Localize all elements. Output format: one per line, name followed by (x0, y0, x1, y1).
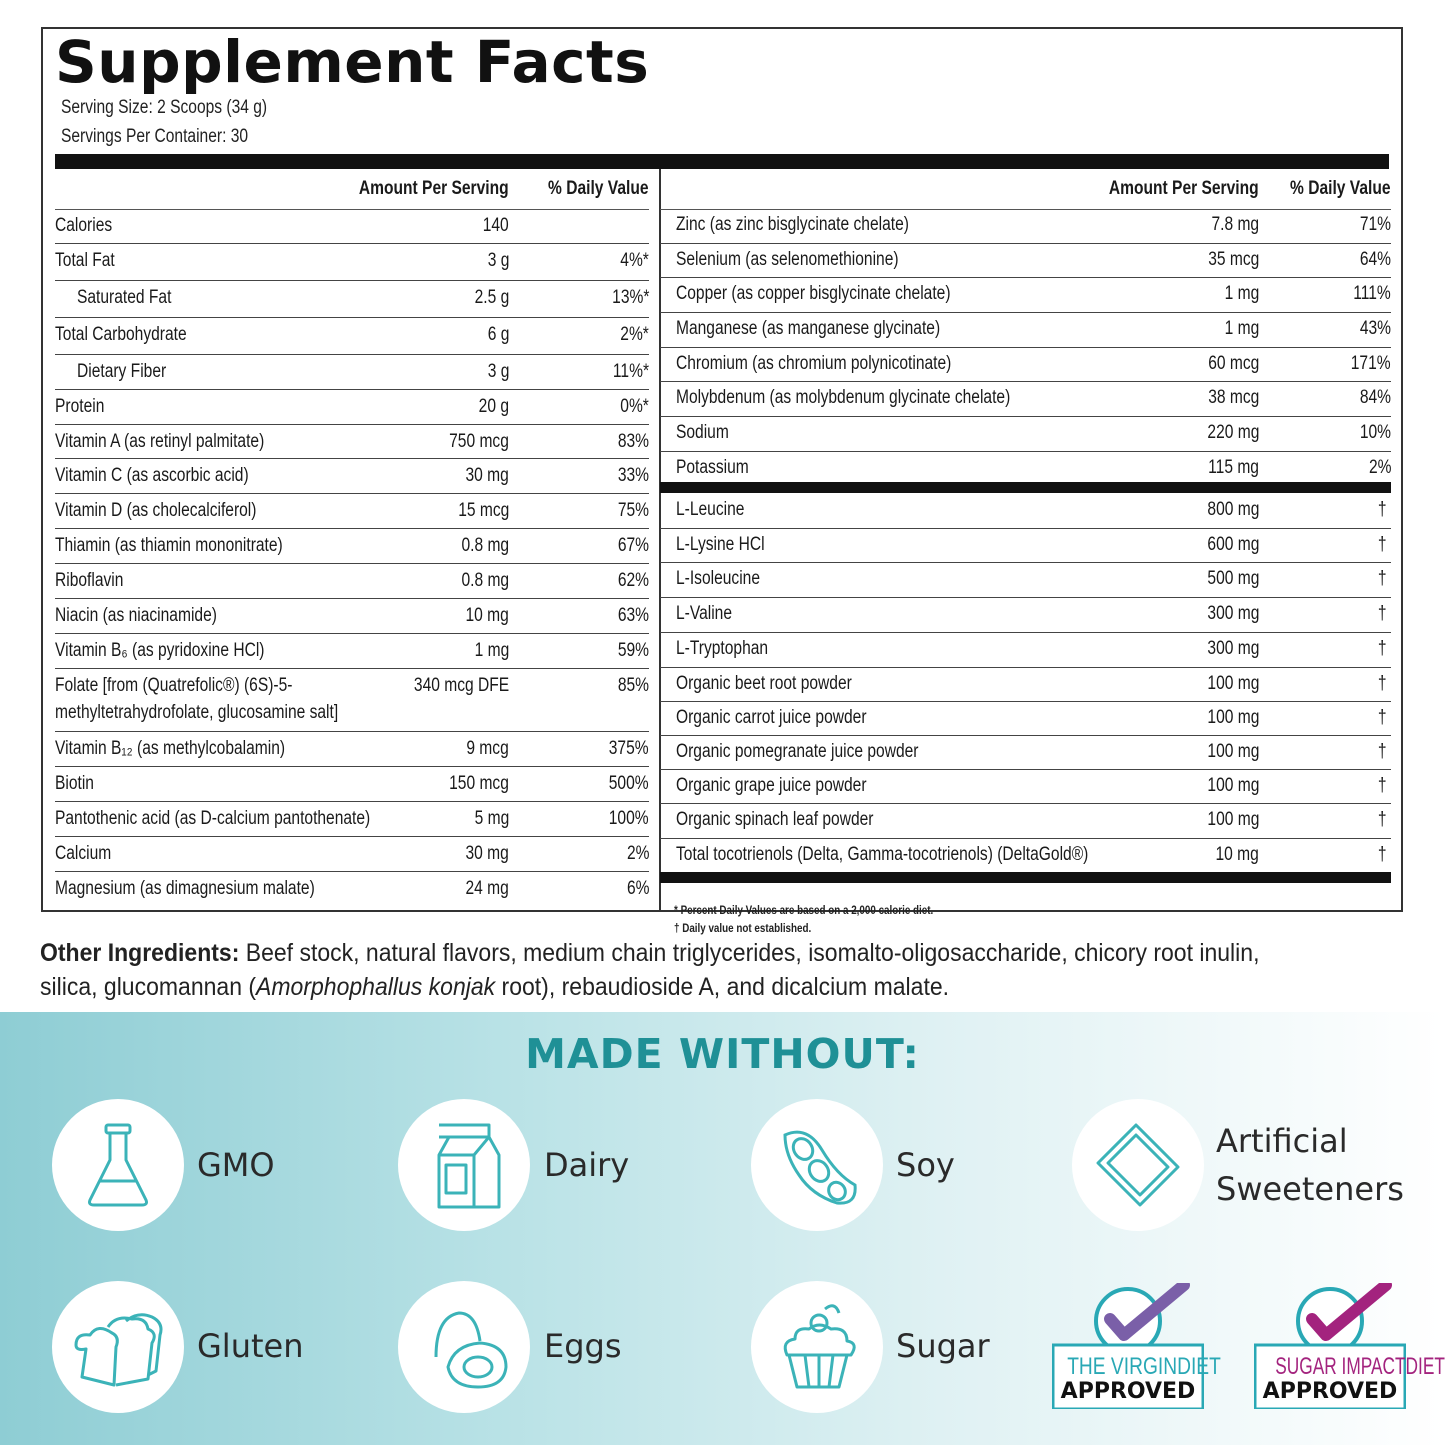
other-ingredients-label: Other Ingredients: (40, 939, 240, 967)
row-amount: 30 mg (465, 465, 509, 486)
left-header (55, 169, 649, 210)
right-row (660, 598, 1391, 633)
row-name: Organic beet root powder (676, 673, 852, 694)
row-daily-value: 11%* (612, 361, 649, 382)
row-amount: 38 mcg (1207, 387, 1259, 408)
row-daily-value: 83% (617, 431, 649, 452)
row-daily-value: 62% (617, 570, 649, 591)
row-name: Vitamin B₁₂ (as methylcobalamin) (55, 738, 286, 759)
gmo-circle (52, 1099, 184, 1231)
row-name: Niacin (as niacinamide) (55, 605, 217, 626)
row-amount: 600 mg (1207, 534, 1259, 555)
row-amount: 5 mg (474, 808, 509, 829)
facts-title: Supplement Facts (55, 28, 650, 96)
row-name: Magnesium (as dimagnesium malate) (55, 878, 315, 899)
row-name: Total tocotrienols (Delta, Gamma-tocotrienols) (DeltaGold®) (676, 844, 1089, 865)
row-amount: 140 (483, 215, 509, 236)
row-name: Calcium (55, 843, 112, 864)
virgin-diet-line1a: THE VIRGIN (1067, 1353, 1178, 1380)
sugar-impact-diet-approved-badge (1254, 1283, 1445, 1409)
row-daily-value: 100% (609, 808, 649, 829)
row-amount: 1 mg (1224, 283, 1259, 304)
row-daily-value: † (1378, 568, 1387, 589)
left-row (55, 599, 649, 634)
row-daily-value: † (1378, 775, 1387, 796)
row-daily-value: 43% (1359, 318, 1391, 339)
virgin-diet-approved-badge (1052, 1283, 1221, 1409)
thick-separator (660, 482, 1391, 493)
row-amount: 20 g (478, 396, 509, 417)
sugar-impact-approved: APPROVED (1262, 1379, 1398, 1404)
right-row (660, 494, 1391, 529)
facts-right-column (660, 169, 1391, 935)
row-name-line2: methyltetrahydrofolate, glucosamine salt] (55, 702, 339, 723)
left-row (55, 837, 649, 872)
left-row (55, 244, 649, 281)
right-header-amount: Amount Per Serving (1109, 178, 1259, 199)
dairy-label: Dairy (544, 1146, 630, 1184)
row-daily-value: 63% (617, 605, 649, 626)
row-amount: 500 mg (1207, 568, 1259, 589)
row-name: L-Leucine (676, 499, 745, 520)
row-amount: 800 mg (1207, 499, 1259, 520)
cupcake-icon (767, 1297, 867, 1397)
right-row (660, 348, 1391, 382)
row-name: L-Valine (676, 603, 733, 624)
row-amount: 24 mg (465, 878, 509, 899)
row-daily-value: † (1378, 741, 1387, 762)
row-name: Selenium (as selenomethionine) (676, 249, 899, 270)
row-daily-value: 0%* (620, 396, 649, 417)
virgin-diet-line1 (1067, 1353, 1221, 1381)
footnote-dagger: † Daily value not established. (674, 921, 812, 935)
row-name: Pantothenic acid (as D-calcium pantothenate) (55, 808, 371, 829)
right-header (660, 169, 1391, 210)
row-name: Vitamin D (as cholecalciferol) (55, 500, 257, 521)
supplement-facts-panel (41, 27, 1403, 935)
other-ingredients-text-1: Beef stock, natural flavors, medium chain triglycerides, isomalto-oligosaccharide, chicory root inulin, silica, glucomannan ( (40, 939, 1260, 1001)
row-daily-value: 6% (626, 878, 649, 899)
row-name: Dietary Fiber (77, 361, 167, 382)
row-name: Molybdenum (as molybdenum glycinate chelate) (676, 387, 1011, 408)
right-row (660, 529, 1391, 563)
left-row (55, 529, 649, 564)
gmo-label: GMO (197, 1146, 275, 1184)
row-name: L-Isoleucine (676, 568, 761, 589)
sugar-impact-line1a: SUGAR IMPACT (1275, 1353, 1406, 1380)
row-name: Copper (as copper bisglycinate chelate) (676, 283, 951, 304)
sweeteners-label-line1: Artificial (1216, 1122, 1348, 1160)
row-name: Sodium (676, 422, 729, 443)
left-row (55, 459, 649, 494)
other-ingredients (40, 936, 1310, 1004)
other-ingredients-italic: Amorphophallus konjak (256, 973, 496, 1001)
row-name: Organic carrot juice powder (676, 707, 867, 728)
row-daily-value: † (1378, 603, 1387, 624)
row-daily-value: † (1378, 809, 1387, 830)
row-daily-value: 2% (626, 843, 649, 864)
row-name: Organic spinach leaf powder (676, 809, 874, 830)
row-daily-value: 85% (617, 675, 649, 696)
row-amount: 10 mg (465, 605, 509, 626)
row-daily-value: 84% (1359, 387, 1391, 408)
row-amount: 6 g (487, 324, 509, 345)
row-daily-value: 67% (617, 535, 649, 556)
row-amount: 100 mg (1207, 741, 1259, 762)
right-row (660, 278, 1391, 313)
row-daily-value: 33% (617, 465, 649, 486)
row-amount: 3 g (487, 361, 509, 382)
right-header-dv: % Daily Value (1290, 178, 1391, 199)
row-amount: 9 mcg (466, 738, 509, 759)
row-daily-value: † (1378, 499, 1387, 520)
row-daily-value: 2%* (620, 324, 649, 345)
soy-circle (751, 1099, 883, 1231)
egg-icon (414, 1297, 514, 1397)
right-row (660, 702, 1391, 736)
row-name: Biotin (55, 773, 94, 794)
row-name: Zinc (as zinc bisglycinate chelate) (676, 214, 909, 235)
row-name: Protein (55, 396, 105, 417)
left-row (55, 209, 649, 244)
left-row (55, 802, 649, 837)
virgin-diet-approved: APPROVED (1060, 1379, 1196, 1404)
right-row (660, 770, 1391, 804)
left-row (55, 318, 649, 355)
row-amount: 60 mcg (1207, 353, 1259, 374)
row-amount: 0.8 mg (461, 535, 509, 556)
sugar-label: Sugar (896, 1327, 990, 1365)
row-name: L-Tryptophan (676, 638, 769, 659)
right-row (660, 804, 1391, 839)
left-row (55, 494, 649, 529)
row-daily-value: † (1378, 707, 1387, 728)
row-name: Thiamin (as thiamin mononitrate) (55, 535, 283, 556)
row-daily-value: 4%* (620, 250, 649, 271)
sweetener-packet-icon (1088, 1115, 1188, 1215)
left-row (55, 281, 649, 318)
row-amount: 1 mg (1224, 318, 1259, 339)
row-amount: 100 mg (1207, 775, 1259, 796)
row-daily-value: † (1378, 638, 1387, 659)
right-row (660, 244, 1391, 278)
left-row (55, 355, 649, 390)
virgin-diet-line1b: DIET (1177, 1353, 1221, 1380)
servings-per-container: Servings Per Container: 30 (61, 126, 249, 147)
facts-left-column (55, 169, 649, 910)
right-row (660, 839, 1391, 872)
row-daily-value: 59% (617, 640, 649, 661)
row-daily-value: 2% (1368, 457, 1391, 478)
left-row (55, 732, 649, 767)
row-amount: 0.8 mg (461, 570, 509, 591)
soy-label: Soy (896, 1146, 955, 1184)
right-row (660, 452, 1391, 482)
row-daily-value: † (1378, 844, 1387, 865)
right-row (660, 209, 1391, 244)
row-amount: 100 mg (1207, 809, 1259, 830)
row-amount: 100 mg (1207, 707, 1259, 728)
left-row (55, 564, 649, 599)
row-name: Organic grape juice powder (676, 775, 867, 796)
made-without-heading: MADE WITHOUT: (525, 1030, 920, 1078)
left-header-amount: Amount Per Serving (359, 178, 509, 199)
row-name: Folate [from (Quatrefolic®) (6S)-5- (55, 675, 293, 696)
right-row (660, 417, 1391, 452)
gluten-circle (52, 1281, 184, 1413)
flask-icon (68, 1115, 168, 1215)
row-daily-value: 375% (609, 738, 649, 759)
row-name: Saturated Fat (77, 287, 172, 308)
left-row (55, 634, 649, 669)
sugar-impact-line1 (1275, 1353, 1445, 1381)
row-amount: 7.8 mg (1211, 214, 1259, 235)
row-amount: 340 mcg DFE (413, 675, 509, 696)
right-row (660, 668, 1391, 702)
facts-top-bar (55, 154, 1389, 169)
row-amount: 10 mg (1215, 844, 1259, 865)
row-daily-value: † (1378, 534, 1387, 555)
row-name: Riboflavin (55, 570, 124, 591)
row-daily-value: 500% (609, 773, 649, 794)
gluten-label: Gluten (197, 1327, 304, 1365)
row-name: Vitamin C (as ascorbic acid) (55, 465, 249, 486)
sugar-circle (751, 1281, 883, 1413)
row-daily-value: † (1378, 673, 1387, 694)
row-name: Total Fat (55, 250, 115, 271)
row-name: Total Carbohydrate (55, 324, 187, 345)
row-daily-value: 71% (1359, 214, 1391, 235)
row-name: Organic pomegranate juice powder (676, 741, 919, 762)
left-row (55, 872, 649, 910)
row-daily-value: 64% (1359, 249, 1391, 270)
soybean-icon (767, 1115, 867, 1215)
right-row (660, 313, 1391, 348)
footnote-percent: * Percent Daily Values are based on a 2,000 calorie diet. (674, 903, 934, 917)
bread-icon (68, 1297, 168, 1397)
row-amount: 35 mcg (1207, 249, 1259, 270)
row-name: Vitamin A (as retinyl palmitate) (55, 431, 265, 452)
sweeteners-label-line2: Sweeteners (1216, 1170, 1404, 1208)
row-amount: 2.5 g (474, 287, 509, 308)
right-row (660, 563, 1391, 598)
row-name: L-Lysine HCl (676, 534, 765, 555)
row-amount: 15 mcg (457, 500, 509, 521)
row-amount: 1 mg (474, 640, 509, 661)
row-daily-value: 75% (617, 500, 649, 521)
row-amount: 150 mcg (449, 773, 509, 794)
eggs-label: Eggs (544, 1327, 622, 1365)
row-daily-value: 171% (1351, 353, 1391, 374)
right-row (660, 633, 1391, 668)
left-header-dv: % Daily Value (548, 178, 649, 199)
eggs-circle (398, 1281, 530, 1413)
row-name: Calories (55, 215, 113, 236)
left-row (55, 390, 649, 425)
left-row (55, 669, 649, 732)
right-row (660, 736, 1391, 770)
row-daily-value: 13%* (611, 287, 649, 308)
row-name: Chromium (as chromium polynicotinate) (676, 353, 952, 374)
sugar-impact-line1b: DIET (1405, 1353, 1445, 1380)
row-amount: 300 mg (1207, 638, 1259, 659)
left-row (55, 767, 649, 802)
row-amount: 220 mg (1207, 422, 1259, 443)
row-amount: 100 mg (1207, 673, 1259, 694)
serving-size: Serving Size: 2 Scoops (34 g) (61, 97, 268, 118)
row-daily-value: 111% (1353, 283, 1391, 304)
row-daily-value: 10% (1359, 422, 1391, 443)
row-name: Vitamin B₆ (as pyridoxine HCl) (55, 640, 265, 661)
row-amount: 3 g (487, 250, 509, 271)
right-row (660, 382, 1391, 417)
row-amount: 750 mcg (449, 431, 509, 452)
thick-separator (660, 872, 1391, 883)
milk-carton-icon (414, 1115, 514, 1215)
sweeteners-circle (1072, 1099, 1204, 1231)
row-amount: 115 mg (1208, 457, 1259, 478)
dairy-circle (398, 1099, 530, 1231)
row-name: Manganese (as manganese glycinate) (676, 318, 941, 339)
row-name: Potassium (676, 457, 749, 478)
row-amount: 300 mg (1207, 603, 1259, 624)
left-row (55, 425, 649, 459)
other-ingredients-text-2: root), rebaudioside A, and dicalcium malate. (495, 973, 950, 1001)
row-amount: 30 mg (465, 843, 509, 864)
